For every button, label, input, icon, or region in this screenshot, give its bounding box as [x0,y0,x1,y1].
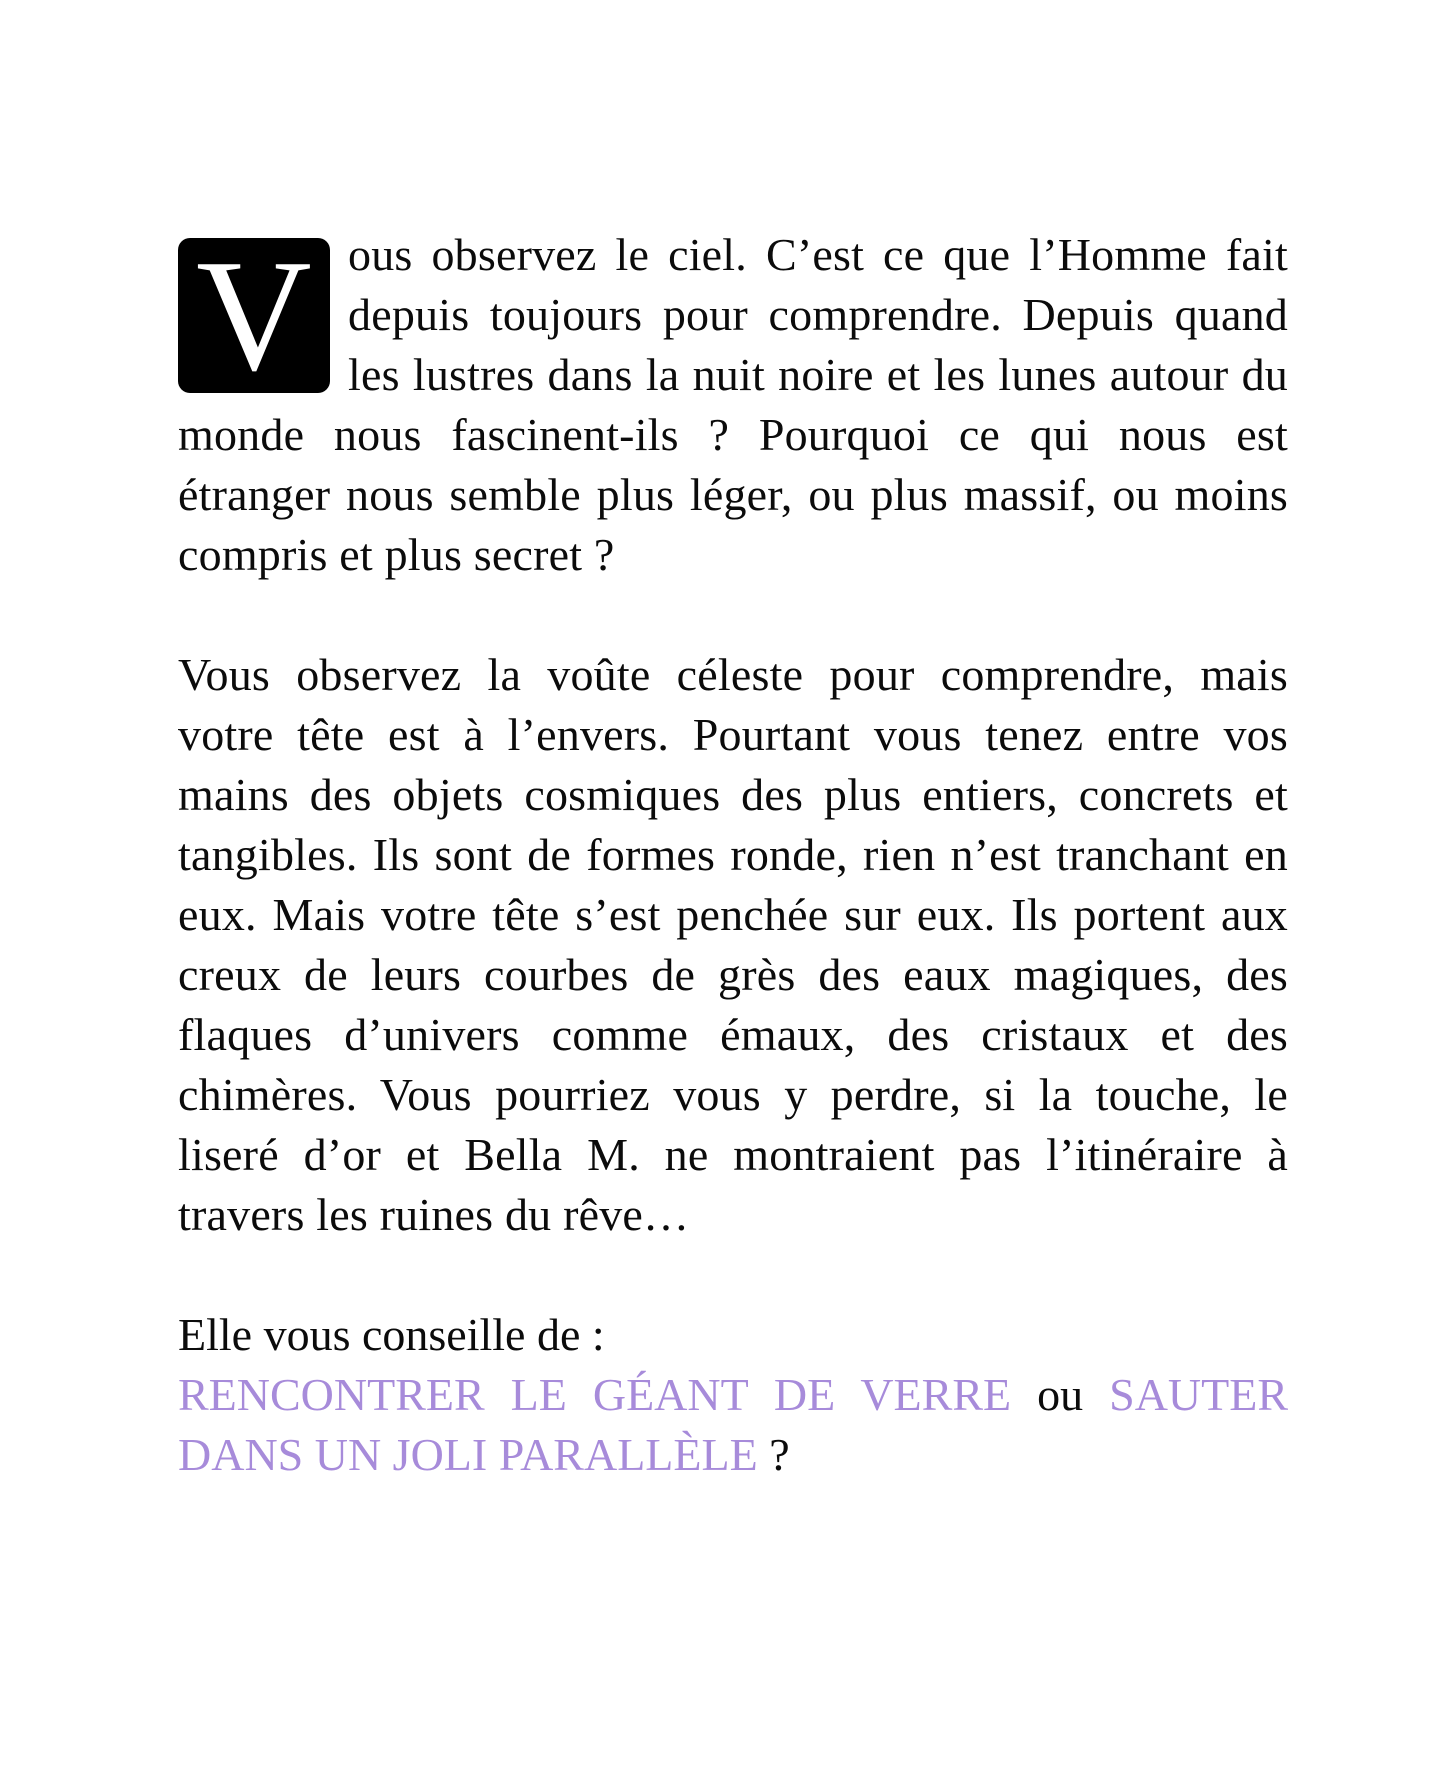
choice-link-geant-de-verre[interactable]: RENCONTRER LE GÉANT DE VERRE [178,1369,1012,1420]
choice-options [178,1365,1288,1485]
paragraph-intro [178,225,1288,585]
choice-ending: ? [769,1429,790,1480]
article-body [178,225,1288,1485]
choice-link-joli-parallele[interactable]: SAUTER DANS UN JOLI PARALLÈLE [178,1369,1289,1480]
choice-intro: Elle vous conseille de : [178,1309,605,1360]
paragraph-main: Vous observez la voûte céleste pour comprendre, mais votre tête est à l’envers. Pourtant vous tenez entre vos mains des objets cosmiques des plus entiers, concrets et tangibles. Ils sont de formes ronde, rien n’est tranchant en eux. Mais votre tête s’est penchée sur eux. Ils portent aux creux de leurs courbes de grès des eaux magiques, des flaques d’univers comme émaux, des cristaux et des chimères. Vous pourriez vous y perdre, si la touche, le liseré d’or et Bella M. ne montraient pas l’itinéraire à travers les ruines du rêve… [178,649,1288,1240]
paragraph-intro-text: ous observez le ciel. C’est ce que l’Homme fait depuis toujours pour comprendre. Depuis quand les lustres dans la nuit noire et les lunes autour du monde nous fascinent-ils ? Pourquoi ce qui nous est étranger nous semble plus léger, ou plus massif, ou moins compris et plus secret ? [178,229,1288,580]
choice-connector: ou [1037,1369,1084,1420]
dropcap-letter: V [178,238,330,393]
